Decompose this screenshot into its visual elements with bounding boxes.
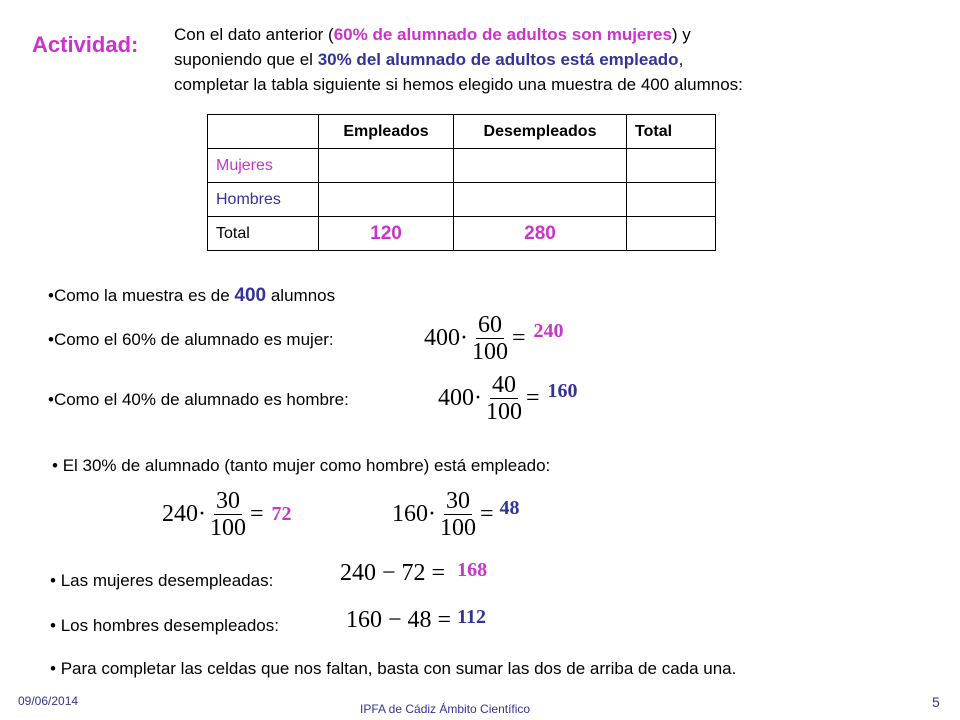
table-header-row <box>208 115 716 149</box>
row-label-total: Total <box>208 217 319 251</box>
table-cell <box>627 149 716 183</box>
fraction <box>470 312 510 365</box>
intro-paragraph <box>174 22 934 97</box>
equals-sign: = <box>250 501 264 527</box>
equals-sign: = <box>526 385 540 411</box>
sample-number: 400 <box>234 285 267 306</box>
equals-sign: = <box>512 325 526 351</box>
fraction-numerator: 30 <box>216 488 240 514</box>
row-label-mujeres: Mujeres <box>208 149 319 183</box>
formula-women-employed <box>162 488 292 541</box>
formula-factor: 400· <box>424 325 468 351</box>
table-cell <box>454 149 627 183</box>
result-women-employed: 72 <box>271 503 292 525</box>
result-men-unemployed: 112 <box>457 606 486 628</box>
table-header-cell: Total <box>627 115 716 149</box>
table-cell <box>627 183 716 217</box>
formula-men-employed <box>392 488 520 541</box>
formula-factor: 160· <box>392 501 436 527</box>
intro-highlight-women: 60% de alumnado de adultos son mujeres <box>333 25 672 44</box>
result-men-employed: 48 <box>499 497 520 519</box>
table-cell-total-empleados: 120 <box>319 217 454 251</box>
fraction-numerator: 30 <box>446 488 470 514</box>
bullet: • <box>48 390 54 409</box>
step-conclusion <box>50 659 736 679</box>
step-women <box>48 330 334 350</box>
step-men-unemployed <box>50 616 279 636</box>
formula-expression: 240 − 72 = <box>340 560 446 586</box>
fraction-numerator: 40 <box>492 372 516 398</box>
footer-page-number: 5 <box>932 694 940 710</box>
table-row <box>208 183 716 217</box>
intro-text-2: ) y <box>671 25 691 44</box>
step-text: alumnos <box>266 286 336 305</box>
footer-date: 09/06/2014 <box>18 694 79 708</box>
fraction <box>438 488 478 541</box>
table-header-cell <box>208 115 319 149</box>
fraction-denominator: 100 <box>210 515 246 541</box>
step-men <box>48 390 349 410</box>
step-text: Para completar las celdas que nos faltan, basta con sumar las dos de arriba de cada una. <box>60 659 737 678</box>
step-text: Como el 60% de alumnado es mujer: <box>53 330 334 349</box>
step-text: Las mujeres desempleadas: <box>60 571 274 590</box>
activity-heading: Actividad: <box>32 32 139 57</box>
fraction-denominator: 100 <box>472 339 508 365</box>
intro-text-1: Con el dato anterior ( <box>174 25 334 44</box>
step-sample-size <box>48 285 335 307</box>
result-women: 240 <box>533 320 564 342</box>
step-women-unemployed <box>50 571 273 591</box>
table-cell <box>454 183 627 217</box>
contingency-table <box>207 114 716 251</box>
formula-men-unemployed <box>346 607 486 634</box>
intro-highlight-employed: 30% del alumnado de adultos está empleado <box>317 50 679 69</box>
bullet: • <box>50 571 56 590</box>
fraction-numerator: 60 <box>478 312 502 338</box>
formula-factor: 240· <box>162 501 206 527</box>
table-row <box>208 217 716 251</box>
bullet: • <box>48 286 54 305</box>
table-row <box>208 149 716 183</box>
fraction-denominator: 100 <box>486 399 522 425</box>
table-cell <box>319 183 454 217</box>
formula-expression: 160 − 48 = <box>346 607 452 633</box>
step-employed <box>52 456 550 476</box>
formula-factor: 400· <box>438 385 482 411</box>
step-text: Como la muestra es de <box>53 286 235 305</box>
result-men: 160 <box>547 380 578 402</box>
intro-text-3: suponiendo que el <box>174 50 318 69</box>
fraction-denominator: 100 <box>440 515 476 541</box>
table-header-cell: Desempleados <box>454 115 627 149</box>
step-text: Los hombres desempleados: <box>60 616 279 635</box>
equals-sign: = <box>480 501 494 527</box>
bullet: • <box>52 456 58 475</box>
formula-women-unemployed <box>340 560 487 587</box>
table-header-cell: Empleados <box>319 115 454 149</box>
bullet: • <box>48 330 54 349</box>
step-text: El 30% de alumnado (tanto mujer como hombre) está empleado: <box>62 456 551 475</box>
row-label-hombres: Hombres <box>208 183 319 217</box>
fraction <box>208 488 248 541</box>
bullet: • <box>50 616 56 635</box>
table-cell-total-desempleados: 280 <box>454 217 627 251</box>
result-women-unemployed: 168 <box>457 559 488 581</box>
table-cell <box>319 149 454 183</box>
table-cell <box>627 217 716 251</box>
formula-women <box>424 312 564 365</box>
intro-text-5: completar la tabla siguiente si hemos elegido una muestra de 400 alumnos: <box>174 75 743 94</box>
formula-men <box>438 372 578 425</box>
fraction <box>484 372 524 425</box>
intro-text-4: , <box>678 50 684 69</box>
footer-center: IPFA de Cádiz Ámbito Científico <box>360 702 531 716</box>
step-text: Como el 40% de alumnado es hombre: <box>53 390 349 409</box>
bullet: • <box>50 659 56 678</box>
